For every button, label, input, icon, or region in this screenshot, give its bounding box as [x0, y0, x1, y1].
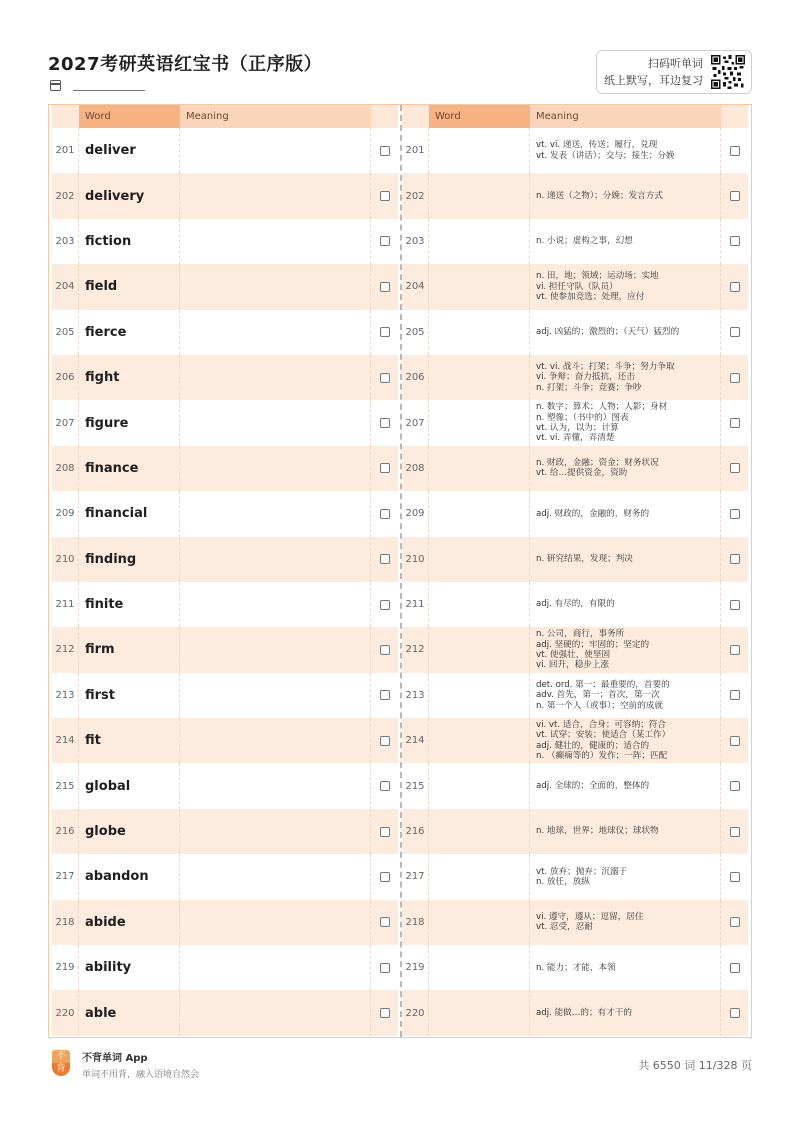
word-text: delivery	[79, 173, 180, 218]
meaning-text: det. ord. 第一；最重要的，首要的 adv. 首先，第一；首次，第一次 n. 第一个人（或事）；空前的成就	[536, 679, 670, 711]
table-row	[402, 763, 748, 808]
row-number: 218	[52, 900, 79, 945]
row-number: 212	[52, 627, 79, 672]
table-row	[52, 355, 398, 400]
checkbox[interactable]	[730, 736, 740, 746]
date-row	[50, 80, 145, 91]
checkbox[interactable]	[380, 418, 390, 428]
checkbox[interactable]	[730, 600, 740, 610]
checkbox[interactable]	[730, 690, 740, 700]
meaning-cell	[530, 537, 721, 582]
row-number: 204	[52, 264, 79, 309]
checkbox-cell	[721, 718, 748, 763]
word-column	[52, 105, 398, 1037]
checkbox[interactable]	[730, 191, 740, 201]
scan-box[interactable]	[596, 50, 752, 94]
table-row	[402, 990, 748, 1035]
word-text: finance	[79, 446, 180, 491]
meaning-text: n. 能力；才能，本领	[536, 962, 616, 973]
checkbox-cell	[371, 355, 398, 400]
page-title: 2027考研英语红宝书（正序版）	[48, 54, 323, 75]
meaning-cell	[530, 854, 721, 899]
meaning-blank[interactable]	[180, 173, 371, 218]
table-row	[52, 128, 398, 173]
meaning-cell	[530, 491, 721, 536]
table-row	[52, 219, 398, 264]
row-number: 217	[402, 854, 429, 899]
checkbox[interactable]	[730, 872, 740, 882]
checkbox[interactable]	[380, 373, 390, 383]
checkbox[interactable]	[380, 917, 390, 927]
checkbox-cell	[721, 900, 748, 945]
row-number: 211	[402, 582, 429, 627]
meaning-cell	[530, 355, 721, 400]
row-number: 218	[402, 900, 429, 945]
table-row	[52, 673, 398, 718]
checkbox-cell	[721, 219, 748, 264]
meaning-blank[interactable]	[180, 355, 371, 400]
checkbox-cell	[721, 128, 748, 173]
table-row	[52, 400, 398, 445]
meaning-blank[interactable]	[180, 582, 371, 627]
row-number: 219	[402, 945, 429, 990]
qr-code-icon[interactable]	[711, 55, 745, 89]
word-blank[interactable]	[429, 763, 530, 808]
row-number: 210	[402, 537, 429, 582]
table-row	[52, 990, 398, 1035]
checkbox[interactable]	[730, 373, 740, 383]
meaning-text: n. 递送（之物）；分娩；发言方式	[536, 190, 663, 201]
meaning-cell	[530, 400, 721, 445]
checkbox-cell	[721, 310, 748, 355]
checkbox-cell	[371, 219, 398, 264]
meaning-blank[interactable]	[180, 900, 371, 945]
table-row	[402, 128, 748, 173]
row-number: 216	[52, 809, 79, 854]
word-text: globe	[79, 809, 180, 854]
table-row	[52, 446, 398, 491]
meaning-cell	[530, 809, 721, 854]
meaning-text: vi. vt. 适合，合身；可容纳；符合 vt. 试穿；安装；使适合（某工作） adj. 健壮的，健康的；适合的 n. （癫痫等的）发作；一阵；匹配	[536, 719, 671, 762]
word-blank[interactable]	[429, 355, 530, 400]
checkbox[interactable]	[380, 327, 390, 337]
date-blank[interactable]	[73, 81, 145, 91]
checkbox[interactable]	[380, 146, 390, 156]
checkbox-cell	[371, 627, 398, 672]
word-blank[interactable]	[429, 809, 530, 854]
meaning-text: adj. 财政的，金融的，财务的	[536, 508, 650, 519]
checkbox-cell	[721, 673, 748, 718]
checkbox[interactable]	[380, 554, 390, 564]
table-row	[52, 945, 398, 990]
checkbox-cell	[721, 854, 748, 899]
word-blank[interactable]	[429, 627, 530, 672]
word-text: finite	[79, 582, 180, 627]
checkbox[interactable]	[730, 781, 740, 791]
meaning-cell	[530, 990, 721, 1035]
word-blank[interactable]	[429, 945, 530, 990]
table-row	[52, 582, 398, 627]
header-meaning: Meaning	[180, 105, 371, 128]
word-blank[interactable]	[429, 990, 530, 1035]
row-number: 201	[402, 128, 429, 173]
meaning-blank[interactable]	[180, 627, 371, 672]
checkbox-cell	[371, 582, 398, 627]
row-number: 215	[52, 763, 79, 808]
checkbox-cell	[721, 945, 748, 990]
meaning-blank[interactable]	[180, 264, 371, 309]
table-row	[52, 718, 398, 763]
row-number: 208	[52, 446, 79, 491]
row-number: 204	[402, 264, 429, 309]
checkbox-cell	[721, 491, 748, 536]
meaning-text: n. 数字；算术；人物；人影；身材 n. 塑像；（书中的）图表 vt. 认为，以为；计算 vt. vi. 弄懂，弄清楚	[536, 402, 668, 444]
word-text: fierce	[79, 310, 180, 355]
meaning-cell	[530, 173, 721, 218]
meaning-cell	[530, 718, 721, 763]
scan-text	[604, 55, 703, 89]
meaning-blank[interactable]	[180, 945, 371, 990]
footer-app	[82, 1049, 199, 1080]
table-row	[402, 718, 748, 763]
header-word: Word	[79, 105, 180, 128]
row-number: 209	[402, 491, 429, 536]
checkbox[interactable]	[730, 146, 740, 156]
row-number: 207	[402, 400, 429, 445]
meaning-column	[402, 105, 748, 1037]
checkbox-cell	[371, 173, 398, 218]
table-row	[52, 537, 398, 582]
row-number: 206	[402, 355, 429, 400]
table-row	[52, 173, 398, 218]
meaning-column-header	[402, 105, 748, 128]
meaning-text: n. 小说；虚构之事，幻想	[536, 236, 633, 247]
table-row	[52, 310, 398, 355]
meaning-text: vt. vi. 递送，传送；履行，兑现 vt. 发表（讲话）；交与；接生；分娩	[536, 140, 675, 161]
checkbox-cell	[371, 264, 398, 309]
table-row	[402, 173, 748, 218]
word-text: able	[79, 990, 180, 1035]
checkbox[interactable]	[730, 963, 740, 973]
row-number: 202	[52, 173, 79, 218]
row-number: 205	[402, 310, 429, 355]
row-number: 217	[52, 854, 79, 899]
meaning-blank[interactable]	[180, 854, 371, 899]
meaning-blank[interactable]	[180, 809, 371, 854]
meaning-cell	[530, 446, 721, 491]
word-text: fiction	[79, 219, 180, 264]
word-blank[interactable]	[429, 400, 530, 445]
meaning-text: adj. 能做…的；有才干的	[536, 1007, 632, 1018]
word-text: global	[79, 763, 180, 808]
row-number: 210	[52, 537, 79, 582]
table-row	[402, 537, 748, 582]
meaning-blank[interactable]	[180, 219, 371, 264]
checkbox[interactable]	[730, 509, 740, 519]
checkbox[interactable]	[380, 463, 390, 473]
row-number: 209	[52, 491, 79, 536]
table-row	[402, 491, 748, 536]
checkbox[interactable]	[380, 600, 390, 610]
word-text: field	[79, 264, 180, 309]
meaning-cell	[530, 945, 721, 990]
header-meaning: Meaning	[530, 105, 721, 128]
word-blank[interactable]	[429, 491, 530, 536]
word-blank[interactable]	[429, 446, 530, 491]
checkbox-cell	[371, 491, 398, 536]
calendar-icon	[50, 80, 61, 91]
meaning-text: n. 财政，金融；资金；财务状况 vt. 给…提供资金，资助	[536, 458, 659, 479]
meaning-blank[interactable]	[180, 128, 371, 173]
word-blank[interactable]	[429, 219, 530, 264]
word-text: fight	[79, 355, 180, 400]
checkbox-cell	[721, 355, 748, 400]
row-number: 206	[52, 355, 79, 400]
checkbox[interactable]	[380, 690, 390, 700]
checkbox-cell	[371, 310, 398, 355]
table-row	[402, 945, 748, 990]
word-table	[48, 104, 752, 1038]
meaning-text: vi. 遵守，遵从；逗留，居住 vt. 忍受，忍耐	[536, 911, 644, 933]
meaning-cell	[530, 310, 721, 355]
page-info: 共 6550 词 11/328 页	[638, 1059, 752, 1072]
checkbox-cell	[371, 718, 398, 763]
meaning-cell	[530, 582, 721, 627]
row-number: 205	[52, 310, 79, 355]
word-blank[interactable]	[429, 854, 530, 899]
table-row	[52, 627, 398, 672]
row-number: 219	[52, 945, 79, 990]
checkbox-cell	[371, 854, 398, 899]
checkbox-cell	[721, 990, 748, 1035]
table-row	[52, 900, 398, 945]
checkbox-cell	[371, 900, 398, 945]
row-number: 212	[402, 627, 429, 672]
table-row	[52, 809, 398, 854]
word-text: financial	[79, 491, 180, 536]
checkbox-cell	[721, 400, 748, 445]
table-row	[402, 219, 748, 264]
word-blank[interactable]	[429, 582, 530, 627]
table-row	[52, 763, 398, 808]
checkbox-cell	[721, 264, 748, 309]
meaning-text: vt. vi. 战斗；打架；斗争；努力争取 vi. 争辩；奋力抵抗，还击 n. 打架；斗争；竞赛；争吵	[536, 362, 675, 393]
meaning-text: n. 地球，世界；地球仪；球状物	[536, 826, 659, 837]
app-slogan: 单词不用背，融入语境自然会	[82, 1070, 200, 1080]
checkbox-cell	[371, 446, 398, 491]
row-number: 207	[52, 400, 79, 445]
checkbox-cell	[721, 446, 748, 491]
table-row	[52, 854, 398, 899]
table-row	[402, 400, 748, 445]
scan-line-2: 纸上默写，耳边复习	[604, 74, 703, 87]
meaning-blank[interactable]	[180, 446, 371, 491]
word-blank[interactable]	[429, 264, 530, 309]
header-word: Word	[429, 105, 530, 128]
word-text: abandon	[79, 854, 180, 899]
meaning-blank[interactable]	[180, 763, 371, 808]
checkbox[interactable]	[730, 645, 740, 655]
row-number: 214	[402, 718, 429, 763]
checkbox-cell	[721, 763, 748, 808]
checkbox[interactable]	[380, 781, 390, 791]
word-blank[interactable]	[429, 673, 530, 718]
meaning-cell	[530, 900, 721, 945]
meaning-cell	[530, 673, 721, 718]
table-row	[402, 900, 748, 945]
checkbox[interactable]	[730, 1008, 740, 1018]
meaning-text: n. 田，地；领域；运动场；实地 vi. 担任守队（队员） vt. 使参加竞选；处理，应付	[536, 271, 659, 303]
row-number: 213	[402, 673, 429, 718]
checkbox[interactable]	[730, 463, 740, 473]
meaning-blank[interactable]	[180, 718, 371, 763]
checkbox-cell	[721, 809, 748, 854]
checkbox[interactable]	[380, 736, 390, 746]
meaning-text: adj. 凶猛的；激烈的；（天气）猛烈的	[536, 327, 680, 338]
table-row	[402, 809, 748, 854]
row-number: 214	[52, 718, 79, 763]
row-number: 211	[52, 582, 79, 627]
meaning-cell	[530, 128, 721, 173]
word-blank[interactable]	[429, 310, 530, 355]
table-row	[402, 310, 748, 355]
meaning-text: vt. 放弃；抛弃；沉溺于 n. 放任，放纵	[536, 866, 628, 887]
word-text: firm	[79, 627, 180, 672]
checkbox-cell	[371, 763, 398, 808]
app-name: 不背单词 App	[82, 1053, 148, 1064]
row-number: 220	[402, 990, 429, 1035]
row-number: 215	[402, 763, 429, 808]
table-row	[52, 264, 398, 309]
checkbox-cell	[371, 537, 398, 582]
checkbox[interactable]	[730, 282, 740, 292]
row-number: 201	[52, 128, 79, 173]
meaning-blank[interactable]	[180, 990, 371, 1035]
meaning-text: n. 公司，商行，事务所 adj. 坚硬的；牢固的；坚定的 vt. 使强壮，使坚固 vi. 回升，稳步上涨	[536, 629, 650, 671]
checkbox[interactable]	[730, 827, 740, 837]
word-text: abide	[79, 900, 180, 945]
word-blank[interactable]	[429, 718, 530, 763]
meaning-cell	[530, 219, 721, 264]
checkbox-cell	[721, 173, 748, 218]
meaning-blank[interactable]	[180, 400, 371, 445]
meaning-blank[interactable]	[180, 537, 371, 582]
row-number: 202	[402, 173, 429, 218]
checkbox-cell	[371, 673, 398, 718]
checkbox[interactable]	[380, 282, 390, 292]
row-number: 216	[402, 809, 429, 854]
meaning-cell	[530, 763, 721, 808]
meaning-blank[interactable]	[180, 673, 371, 718]
checkbox-cell	[371, 128, 398, 173]
word-text: finding	[79, 537, 180, 582]
checkbox[interactable]	[380, 963, 390, 973]
row-number: 203	[52, 219, 79, 264]
row-number: 220	[52, 990, 79, 1035]
app-logo	[50, 1050, 72, 1078]
checkbox-cell	[721, 537, 748, 582]
checkbox[interactable]	[380, 827, 390, 837]
table-row	[402, 854, 748, 899]
meaning-text: adj. 有尽的，有限的	[536, 599, 615, 610]
checkbox-cell	[721, 627, 748, 672]
table-row	[402, 264, 748, 309]
word-text: fit	[79, 718, 180, 763]
table-row	[402, 582, 748, 627]
checkbox[interactable]	[380, 1008, 390, 1018]
checkbox[interactable]	[730, 327, 740, 337]
word-text: deliver	[79, 128, 180, 173]
checkbox[interactable]	[730, 418, 740, 428]
checkbox-cell	[371, 945, 398, 990]
logo-bottom-char: 背	[52, 1063, 70, 1076]
checkbox[interactable]	[380, 645, 390, 655]
checkbox[interactable]	[730, 236, 740, 246]
table-row	[402, 627, 748, 672]
scan-line-1: 扫码听单词	[648, 57, 703, 70]
meaning-text: n. 研究结果，发现；判决	[536, 554, 633, 564]
row-number: 213	[52, 673, 79, 718]
checkbox[interactable]	[380, 236, 390, 246]
checkbox[interactable]	[730, 917, 740, 927]
checkbox-cell	[371, 809, 398, 854]
word-text: first	[79, 673, 180, 718]
table-row	[52, 491, 398, 536]
row-number: 208	[402, 446, 429, 491]
word-column-header	[52, 105, 398, 128]
word-blank[interactable]	[429, 173, 530, 218]
word-blank[interactable]	[429, 900, 530, 945]
checkbox-cell	[371, 400, 398, 445]
checkbox-cell	[721, 582, 748, 627]
checkbox[interactable]	[380, 872, 390, 882]
word-blank[interactable]	[429, 128, 530, 173]
meaning-cell	[530, 264, 721, 309]
meaning-blank[interactable]	[180, 491, 371, 536]
table-row	[402, 355, 748, 400]
checkbox-cell	[371, 990, 398, 1035]
word-text: ability	[79, 945, 180, 990]
table-row	[402, 673, 748, 718]
meaning-text: adj. 全球的；全面的，整体的	[536, 780, 650, 791]
word-text: figure	[79, 400, 180, 445]
checkbox[interactable]	[380, 509, 390, 519]
row-number: 203	[402, 219, 429, 264]
table-row	[402, 446, 748, 491]
checkbox[interactable]	[730, 554, 740, 564]
meaning-blank[interactable]	[180, 310, 371, 355]
logo-top-char: 不	[52, 1050, 70, 1063]
meaning-cell	[530, 627, 721, 672]
checkbox[interactable]	[380, 191, 390, 201]
word-blank[interactable]	[429, 537, 530, 582]
